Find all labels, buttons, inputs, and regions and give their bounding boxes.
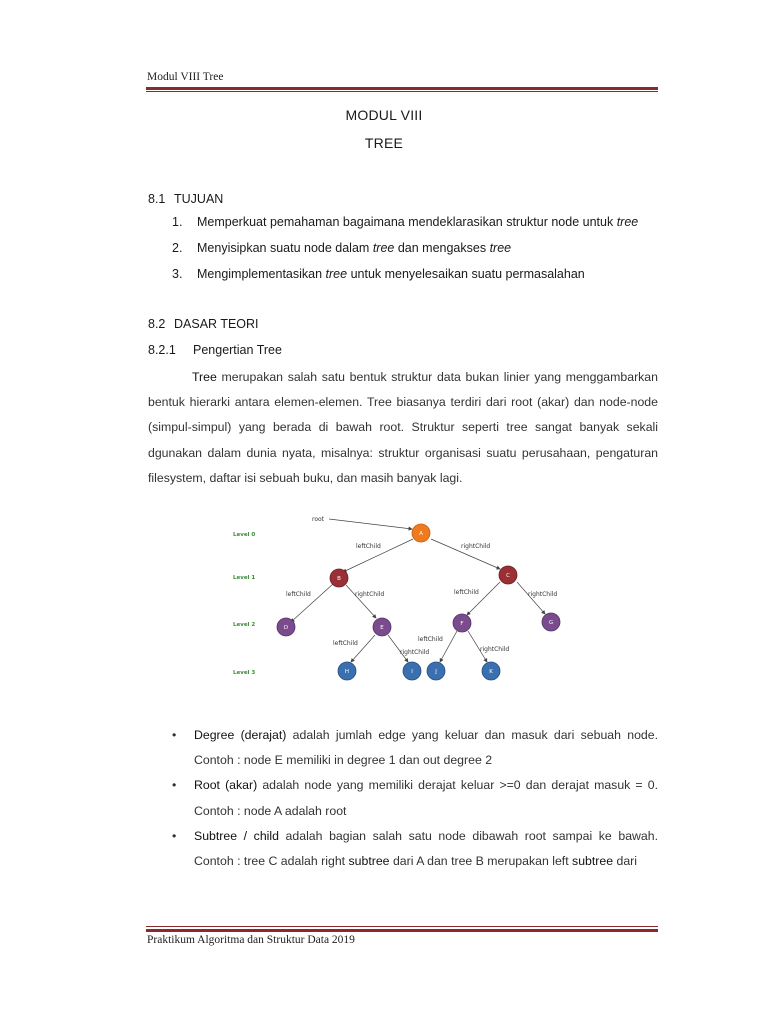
edge-label-right: rightChild xyxy=(480,646,510,653)
item-emphasis: tree xyxy=(489,241,512,255)
section-label: DASAR TEORI xyxy=(174,317,259,331)
definition-term: Degree (derajat) xyxy=(194,728,287,742)
item-text: Memperkuat pemahaman bagaimana mendeklarasikan struktur node untuk xyxy=(197,215,617,229)
item-number: 1. xyxy=(172,215,183,229)
section-label: TUJUAN xyxy=(174,192,224,206)
item-number: 3. xyxy=(172,267,183,281)
edge-label-left: leftChild xyxy=(333,640,358,647)
list-item xyxy=(172,723,658,773)
definition-text: dari xyxy=(613,854,637,869)
running-header: Modul VIII Tree xyxy=(147,71,224,83)
item-text: untuk menyelesaikan suatu permasalahan xyxy=(347,267,585,281)
bullet-icon: • xyxy=(172,778,177,793)
node-a xyxy=(412,524,430,542)
edge-label-left: leftChild xyxy=(454,589,479,596)
definition-text: adalah bagian salah satu node dibawah root sampai ke bawah. Contoh : tree C adalah right xyxy=(194,828,659,869)
edge-label-right: rightChild xyxy=(528,591,558,598)
node-h xyxy=(338,662,356,680)
edge-label-left: leftChild xyxy=(356,543,381,550)
list-item xyxy=(172,266,638,292)
edge-label-left: leftChild xyxy=(286,591,311,598)
section-heading-tujuan xyxy=(148,192,223,206)
list-item xyxy=(172,824,658,874)
svg-text:K: K xyxy=(489,669,493,675)
definition-term: Subtree / child xyxy=(194,828,279,843)
item-text: Mengimplementasikan xyxy=(197,267,326,281)
item-text: dan mengakses xyxy=(394,241,490,255)
level-label: Level 0 xyxy=(233,532,256,538)
node-d xyxy=(277,618,295,636)
subsection-label: Pengertian Tree xyxy=(193,343,282,357)
item-emphasis: tree xyxy=(372,241,395,255)
running-footer: Praktikum Algoritma dan Struktur Data 2019 xyxy=(147,934,355,946)
root-pointer-arrow xyxy=(329,519,412,529)
module-subtitle: TREE xyxy=(364,135,404,151)
svg-text:J: J xyxy=(435,669,437,675)
definition-text: dari A dan tree B merupakan left xyxy=(389,854,573,869)
node-e xyxy=(373,618,391,636)
definition-text: adalah jumlah edge yang keluar dan masuk dari sebuah node. Contoh : node E memiliki in degree 1 dan out degree 2 xyxy=(194,728,658,768)
svg-text:D: D xyxy=(283,625,289,631)
edge-label-right: rightChild xyxy=(400,649,430,656)
node-i xyxy=(403,662,421,680)
svg-text:I: I xyxy=(411,669,413,675)
node-k xyxy=(482,662,500,680)
svg-text:E: E xyxy=(380,625,384,631)
list-item xyxy=(172,240,638,266)
svg-text:B: B xyxy=(337,576,341,582)
item-emphasis: tree xyxy=(325,267,348,281)
footer-rule xyxy=(146,929,658,932)
tree-edges xyxy=(291,539,545,662)
keyword: subtree xyxy=(572,854,614,869)
definition-list xyxy=(172,723,658,874)
svg-text:A: A xyxy=(419,531,423,537)
node-b xyxy=(330,569,348,587)
level-label: Level 3 xyxy=(233,670,256,676)
node-f xyxy=(453,614,471,632)
item-emphasis: tree xyxy=(616,215,639,229)
edge-label-left: leftChild xyxy=(418,636,443,643)
svg-text:C: C xyxy=(506,573,510,579)
bullet-icon: • xyxy=(172,728,177,742)
paragraph-lead: Tree xyxy=(192,370,217,384)
header-rule-thin xyxy=(146,91,658,92)
svg-text:F: F xyxy=(460,621,464,627)
module-title: MODUL VIII xyxy=(345,107,423,123)
keyword: subtree xyxy=(348,854,390,869)
body-paragraph xyxy=(148,365,658,491)
section-number: 8.1 xyxy=(148,192,166,206)
definition-text: adalah node yang memiliki derajat keluar >=0 dan derajat masuk = 0. Contoh : node A adalah root xyxy=(194,778,658,818)
section-number: 8.2 xyxy=(148,317,166,331)
level-label: Level 2 xyxy=(233,622,256,628)
header-rule xyxy=(146,87,658,90)
paragraph-text: merupakan salah satu bentuk struktur data bukan linier yang menggambarkan bentuk hierarki antara elemen-elemen. Tree biasanya terdiri dari root (akar) dan node-node (simpul-simpul) yang berada di bawah root. Struktur seperti tree sangat banyak sekali dgunakan dalam dunia nyata, misalnya: struktur organisasi suatu perusahaan, pengaturan filesystem, daftar isi sebuah buku, dan masih banyak lagi. xyxy=(148,370,658,485)
objectives-list xyxy=(172,214,638,292)
node-j xyxy=(427,662,445,680)
list-item xyxy=(172,214,638,240)
item-text: Menyisipkan suatu node dalam xyxy=(197,241,373,255)
binary-tree-diagram xyxy=(225,505,585,695)
node-g xyxy=(542,613,560,631)
item-number: 2. xyxy=(172,241,183,255)
edge-c-g xyxy=(517,582,545,614)
edge-c-f xyxy=(467,582,500,615)
definition-term: Root (akar) xyxy=(194,778,258,793)
list-item xyxy=(172,773,658,823)
footer-rule-thin xyxy=(146,926,658,927)
edge-b-e xyxy=(346,585,376,618)
level-label: Level 1 xyxy=(233,575,256,581)
node-c xyxy=(499,566,517,584)
subsection-heading xyxy=(148,343,282,357)
bullet-icon: • xyxy=(172,828,177,843)
subsection-number: 8.2.1 xyxy=(148,343,176,357)
edge-b-d xyxy=(291,584,333,622)
edge-label-right: rightChild xyxy=(461,543,491,550)
edge-label-right: rightChild xyxy=(355,591,385,598)
section-heading-dasar-teori xyxy=(148,317,259,331)
svg-text:H: H xyxy=(344,669,350,675)
root-pointer-label: root xyxy=(312,516,325,523)
svg-text:G: G xyxy=(548,620,554,626)
